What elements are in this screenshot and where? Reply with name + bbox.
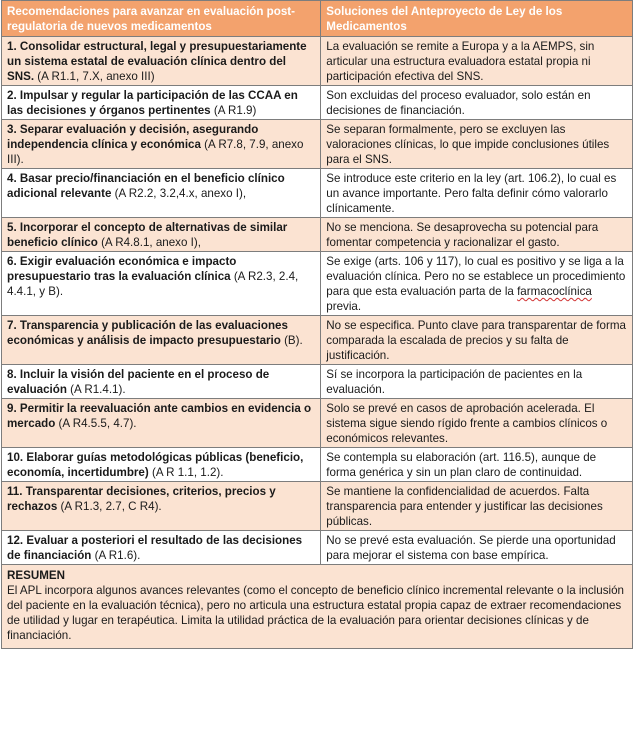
table-row <box>2 365 633 399</box>
solution-cell: Se exige (arts. 106 y 117), lo cual es positivo y se liga a la evaluación clínica. Pero no se establece un procedimiento para que esta evaluación parta de la farmacoclínica previa. <box>321 252 633 316</box>
spellcheck-marked-word: farmacoclínica <box>517 285 592 298</box>
table-row <box>2 169 633 218</box>
recommendation-text: 7. Transparencia y publicación de las evaluaciones económicas y análisis de impacto presupuestario <box>7 319 288 347</box>
summary-row <box>2 565 633 649</box>
recommendation-cell <box>2 37 321 86</box>
summary-title: RESUMEN <box>7 569 65 582</box>
recommendation-reference: (A R4.8.1, anexo I), <box>97 236 201 249</box>
recommendation-reference: (A R1.6). <box>91 549 141 562</box>
summary-text: El APL incorpora algunos avances relevantes (como el concepto de beneficio clínico incremental relevante o la inclusión del paciente en la evaluación técnica), pero no articula una estructura estatal propia capaz de extraer recomendaciones de utilidad y lugar en terapéutica. Limita la utilidad práctica de la evaluación para orientar decisiones clínicas y de financiación. <box>7 584 624 642</box>
recommendation-cell <box>2 399 321 448</box>
recommendation-text: 11. Transparentar decisiones, criterios, precios y rechazos <box>7 485 276 513</box>
table-body <box>2 37 633 565</box>
recommendation-cell <box>2 365 321 399</box>
table-row <box>2 86 633 120</box>
table-row <box>2 120 633 169</box>
table-row <box>2 218 633 252</box>
recommendation-cell <box>2 218 321 252</box>
solution-cell: Se contempla su elaboración (art. 116.5), aunque de forma genérica y sin un plan claro de continuidad. <box>321 448 633 482</box>
recommendation-reference: (B). <box>280 334 303 347</box>
table-row <box>2 37 633 86</box>
recommendation-reference: (A R2.3, 2.4, 4.4.1, y B). <box>7 270 299 298</box>
summary-cell <box>2 565 633 649</box>
solution-cell: Se introduce este criterio en la ley (art. 106.2), lo cual es un avance importante. Pero falta definir cómo valorarlo clínicamente. <box>321 169 633 218</box>
recommendation-text: 2. Impulsar y regular la participación de las CCAA en las decisiones y órganos pertinentes <box>7 89 298 117</box>
recommendation-cell <box>2 316 321 365</box>
recommendation-cell <box>2 252 321 316</box>
recommendation-text: 4. Basar precio/financiación en el beneficio clínico adicional relevante <box>7 172 285 200</box>
table-row <box>2 531 633 565</box>
recommendation-text: 10. Elaborar guías metodológicas públicas (beneficio, economía, incertidumbre) <box>7 451 304 479</box>
recommendation-reference: (A R1.9) <box>210 104 257 117</box>
table-row <box>2 399 633 448</box>
header-solutions: Soluciones del Anteproyecto de Ley de los Medicamentos <box>321 1 633 37</box>
table-row <box>2 448 633 482</box>
solution-cell: Sí se incorpora la participación de pacientes en la evaluación. <box>321 365 633 399</box>
solution-cell: No se prevé esta evaluación. Se pierde una oportunidad para mejorar el sistema con base empírica. <box>321 531 633 565</box>
solution-cell: No se especifica. Punto clave para transparentar de forma comparada la escalada de precios y su falta de justificación. <box>321 316 633 365</box>
recommendation-text: 8. Incluir la visión del paciente en el proceso de evaluación <box>7 368 270 396</box>
solution-cell: No se menciona. Se desaprovecha su potencial para fomentar competencia y racionalizar el gasto. <box>321 218 633 252</box>
solution-cell: Se separan formalmente, pero se excluyen las valoraciones clínicas, lo que impide conclusiones útiles para el SNS. <box>321 120 633 169</box>
recommendation-text: 5. Incorporar el concepto de alternativas de similar beneficio clínico <box>7 221 288 249</box>
recommendation-reference: (A R1.3, 2.7, C R4). <box>57 500 162 513</box>
recommendation-cell <box>2 531 321 565</box>
recommendation-reference: (A R1.4.1). <box>66 383 126 396</box>
recommendation-cell <box>2 169 321 218</box>
solution-cell: Se mantiene la confidencialidad de acuerdos. Falta transparencia para entender y justificar las decisiones públicas. <box>321 482 633 531</box>
table-row <box>2 482 633 531</box>
recommendation-text: 6. Exigir evaluación económica e impacto presupuestario tras la evaluación clínica <box>7 255 237 283</box>
recommendation-cell <box>2 120 321 169</box>
recommendation-text: 1. Consolidar estructural, legal y presupuestariamente un sistema estatal de evaluación clínica dentro del SNS. <box>7 40 307 83</box>
recommendation-cell <box>2 482 321 531</box>
recommendation-cell <box>2 86 321 120</box>
table-header-row <box>2 1 633 37</box>
recommendation-reference: (A R4.5.5, 4.7). <box>55 417 137 430</box>
table-row <box>2 316 633 365</box>
recommendation-reference: (A R2.2, 3.2,4.x, anexo I), <box>111 187 247 200</box>
solution-cell: La evaluación se remite a Europa y a la AEMPS, sin articular una estructura evaluadora estatal propia ni participación efectiva del SNS. <box>321 37 633 86</box>
comparison-table <box>1 0 633 649</box>
recommendation-text: 9. Permitir la reevaluación ante cambios en evidencia o mercado <box>7 402 312 430</box>
recommendation-reference: (A R 1.1, 1.2). <box>148 466 224 479</box>
recommendation-reference: (A R7.8, 7.9, anexo III). <box>7 138 304 166</box>
recommendation-text: 3. Separar evaluación y decisión, asegurando independencia clínica y económica <box>7 123 259 151</box>
header-recommendations: Recomendaciones para avanzar en evaluación post-regulatoria de nuevos medicamentos <box>2 1 321 37</box>
solution-cell: Son excluidas del proceso evaluador, solo están en decisiones de financiación. <box>321 86 633 120</box>
table-row <box>2 252 633 316</box>
recommendation-text: 12. Evaluar a posteriori el resultado de las decisiones de financiación <box>7 534 303 562</box>
recommendation-cell <box>2 448 321 482</box>
solution-cell: Solo se prevé en casos de aprobación acelerada. El sistema sigue siendo rígido frente a cambios clínicos o económicos relevantes. <box>321 399 633 448</box>
recommendation-reference: (A R1.1, 7.X, anexo III) <box>34 70 155 83</box>
